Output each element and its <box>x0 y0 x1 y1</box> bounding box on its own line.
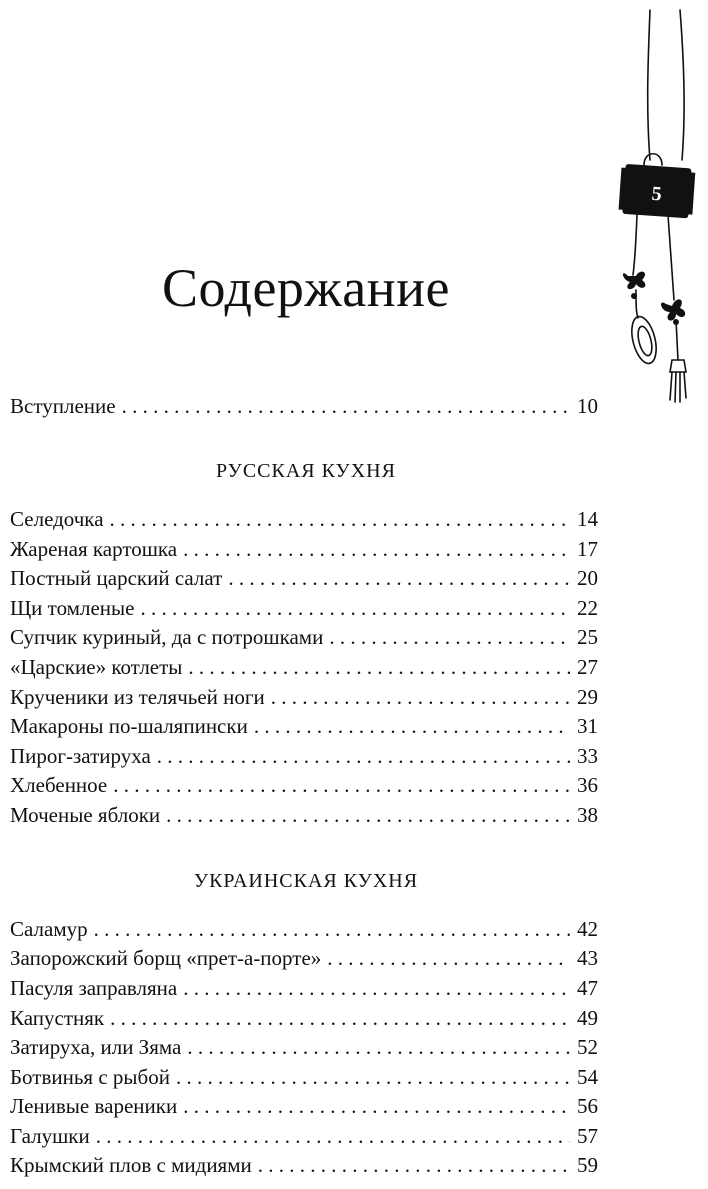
dot-leader <box>228 563 570 593</box>
toc-entry[interactable] <box>10 711 598 741</box>
toc-entry-page: 17 <box>577 537 598 561</box>
toc-entry-page: 22 <box>577 596 598 620</box>
dot-leader <box>157 741 570 771</box>
toc-entry-page: 56 <box>577 1094 598 1118</box>
toc-entry[interactable] <box>10 973 598 1003</box>
toc-entry-page: 20 <box>577 566 598 590</box>
dot-leader <box>183 534 570 564</box>
toc-entry-page: 43 <box>577 946 598 970</box>
toc-entry-page: 54 <box>577 1065 598 1089</box>
toc-entry-page: 33 <box>577 744 598 768</box>
toc-entry[interactable] <box>10 1032 598 1062</box>
dot-leader <box>122 391 570 421</box>
toc-entry-page: 57 <box>577 1124 598 1148</box>
toc-entry-label: Галушки <box>10 1124 90 1148</box>
section-heading-ukrainian: УКРАИНСКАЯ КУХНЯ <box>193 870 419 892</box>
dot-leader <box>327 943 570 973</box>
section-heading-russian: РУССКАЯ КУХНЯ <box>216 460 396 482</box>
toc-entry[interactable] <box>10 1062 598 1092</box>
toc-entry-page: 59 <box>577 1153 598 1177</box>
toc-entry-label: Жареная картошка <box>10 537 178 561</box>
toc-entry-page: 25 <box>577 625 598 649</box>
toc-entry[interactable] <box>10 682 598 712</box>
toc-entry-label: Супчик куриный, да с потрошками <box>10 625 324 649</box>
toc-entry[interactable] <box>10 622 598 652</box>
toc-entry[interactable] <box>10 741 598 771</box>
dot-leader <box>176 1062 570 1092</box>
toc-entry-page: 27 <box>577 655 598 679</box>
toc-entry-label: Саламур <box>10 917 88 941</box>
toc-entry[interactable] <box>10 800 598 830</box>
toc-entry-label: Моченые яблоки <box>10 803 161 827</box>
toc-entry-label: Пасуля заправляна <box>10 976 178 1000</box>
toc-entry-page: 52 <box>577 1035 598 1059</box>
toc-entry-page: 31 <box>577 714 598 738</box>
toc-entry-label: Селедочка <box>10 507 104 531</box>
toc-entry-label: Макароны по-шаляпински <box>10 714 248 738</box>
toc-entry-page: 29 <box>577 685 598 709</box>
toc-entry-label: Щи томленые <box>10 596 135 620</box>
toc-entry-page: 14 <box>577 507 598 531</box>
dot-leader <box>140 593 570 623</box>
toc-entry[interactable] <box>10 1003 598 1033</box>
dot-leader <box>94 914 570 944</box>
toc-entry[interactable] <box>10 1150 598 1180</box>
toc-entry-page: 36 <box>577 773 598 797</box>
toc-entry[interactable] <box>10 652 598 682</box>
toc-entry-label: «Царские» котлеты <box>10 655 183 679</box>
toc-entry-intro[interactable] <box>10 391 598 421</box>
toc-entry-page: 42 <box>577 917 598 941</box>
dot-leader <box>110 1003 570 1033</box>
toc-entry-label: Вступление <box>10 394 116 418</box>
dot-leader <box>258 1150 570 1180</box>
dot-leader <box>110 504 570 534</box>
hanging-utensils-illustration <box>600 0 708 410</box>
toc-entry-label: Пирог-затируха <box>10 744 151 768</box>
dot-leader <box>183 1091 570 1121</box>
dot-leader <box>254 711 570 741</box>
toc-entry-page: 38 <box>577 803 598 827</box>
toc-entry[interactable] <box>10 593 598 623</box>
dot-leader <box>188 652 570 682</box>
toc-entry-label: Капустняк <box>10 1006 105 1030</box>
toc-entry-page: 49 <box>577 1006 598 1030</box>
toc-entry-label: Ботвинья с рыбой <box>10 1065 170 1089</box>
toc-entry[interactable] <box>10 943 598 973</box>
toc-entry[interactable] <box>10 563 598 593</box>
toc-entry[interactable] <box>10 770 598 800</box>
toc-entry[interactable] <box>10 534 598 564</box>
dot-leader <box>113 770 570 800</box>
toc-entry-label: Ленивые вареники <box>10 1094 178 1118</box>
toc-entry-label: Крученики из телячьей ноги <box>10 685 265 709</box>
dot-leader <box>96 1121 570 1151</box>
toc-entry[interactable] <box>10 504 598 534</box>
toc-entry-label: Постный царский салат <box>10 566 223 590</box>
dot-leader <box>166 800 570 830</box>
toc-entry[interactable] <box>10 1091 598 1121</box>
toc-entry-label: Хлебенное <box>10 773 108 797</box>
toc-entry[interactable] <box>10 914 598 944</box>
toc-entry[interactable] <box>10 1121 598 1151</box>
toc-entry-label: Крымский плов с мидиями <box>10 1153 252 1177</box>
dot-leader <box>183 973 570 1003</box>
dot-leader <box>329 622 570 652</box>
page-title: Содержание <box>162 258 450 318</box>
toc-entry-label: Затируха, или Зяма <box>10 1035 182 1059</box>
page-number: 5 <box>650 182 663 206</box>
toc-entry-label: Запорожский борщ «прет-а-порте» <box>10 946 322 970</box>
dot-leader <box>271 682 570 712</box>
dot-leader <box>187 1032 570 1062</box>
toc-entry-page: 47 <box>577 976 598 1000</box>
toc-entry-page: 10 <box>577 394 598 418</box>
